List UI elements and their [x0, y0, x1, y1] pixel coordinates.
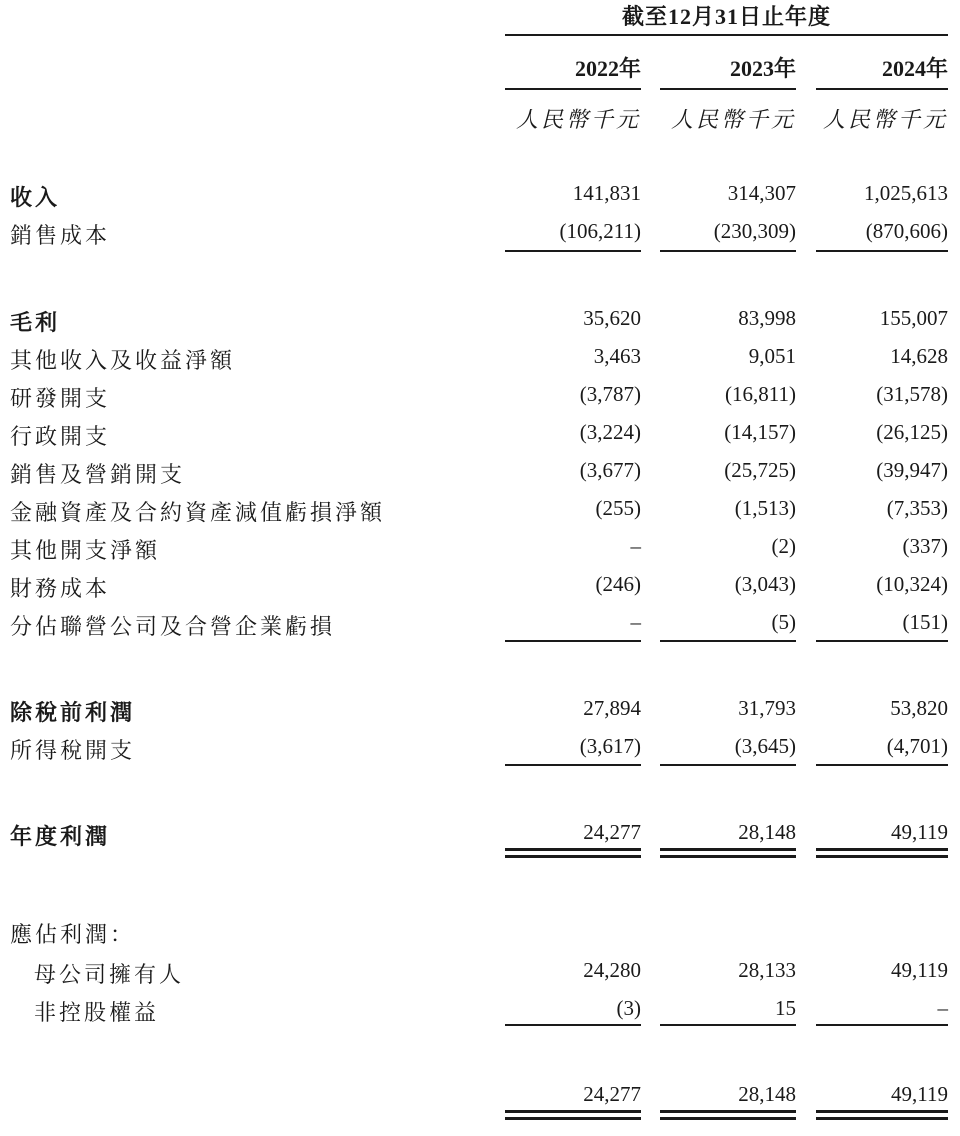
row-label: 其他收入及收益淨額	[10, 348, 236, 373]
value-2022: (3,787)	[579, 382, 641, 406]
unit-label: 人民幣千元	[670, 107, 796, 132]
value-2024: (7,353)	[886, 496, 948, 520]
table-row-other-income	[0, 344, 960, 382]
total-double-line	[816, 848, 948, 858]
value-2024: 49,119	[891, 1082, 948, 1106]
value-2024: 14,628	[890, 344, 948, 368]
row-label: 收入	[10, 185, 61, 210]
value-2024: (39,947)	[876, 458, 948, 482]
value-2024: –	[937, 996, 948, 1020]
value-2023: (230,309)	[713, 219, 796, 243]
value-2024: 155,007	[879, 306, 948, 330]
period-heading: 截至12月31日止年度	[621, 4, 831, 29]
subtotal-line	[660, 250, 796, 252]
total-double-line	[816, 1110, 948, 1120]
value-2024: (151)	[902, 610, 948, 634]
value-2023: 314,307	[727, 181, 796, 205]
value-2022: (255)	[595, 496, 641, 520]
unit-label: 人民幣千元	[822, 107, 948, 132]
subtotal-line	[660, 764, 796, 766]
table-row-impairment-losses	[0, 496, 960, 534]
total-double-line	[660, 1110, 796, 1120]
subtotal-line	[505, 640, 641, 642]
table-row-gross-profit	[0, 306, 960, 344]
row-label: 財務成本	[10, 576, 111, 601]
table-row-selling-expenses	[0, 458, 960, 496]
value-2023: (2)	[771, 534, 796, 558]
value-2022: 27,894	[583, 696, 641, 720]
year-underline	[505, 88, 641, 90]
value-2023: 31,793	[738, 696, 796, 720]
unit-label: 人民幣千元	[515, 107, 641, 132]
value-2024: 53,820	[890, 696, 948, 720]
subtotal-line	[505, 250, 641, 252]
year-underline	[660, 88, 796, 90]
value-2024: (337)	[902, 534, 948, 558]
value-2022: 24,277	[583, 1082, 641, 1106]
value-2024: (870,606)	[865, 219, 948, 243]
subtotal-line	[816, 640, 948, 642]
value-2022: –	[630, 610, 641, 634]
row-label: 毛利	[10, 310, 61, 335]
value-2023: (14,157)	[724, 420, 796, 444]
value-2022: 35,620	[583, 306, 641, 330]
row-label: 非控股權益	[34, 1000, 160, 1025]
value-2022: 24,280	[583, 958, 641, 982]
row-label: 研發開支	[10, 386, 111, 411]
value-2022: (106,211)	[559, 219, 641, 243]
value-2023: (16,811)	[725, 382, 796, 406]
value-2023: 28,148	[738, 820, 796, 844]
total-double-line	[505, 848, 641, 858]
table-row-attributable-heading	[0, 918, 960, 956]
table-row-finance-costs	[0, 572, 960, 610]
year-2023-header: 2023年	[729, 56, 796, 81]
table-row-revenue	[0, 181, 960, 219]
value-2023: (1,513)	[734, 496, 796, 520]
table-row-income-tax	[0, 734, 960, 772]
table-row-non-controlling	[0, 996, 960, 1034]
row-label: 所得稅開支	[10, 738, 136, 763]
value-2023: 28,133	[738, 958, 796, 982]
value-2022: –	[630, 534, 641, 558]
value-2022: 24,277	[583, 820, 641, 844]
row-label: 銷售及營銷開支	[10, 462, 186, 487]
subtotal-line	[660, 640, 796, 642]
value-2022: 3,463	[593, 344, 641, 368]
value-2024: 49,119	[891, 958, 948, 982]
value-2024: 1,025,613	[864, 181, 948, 205]
value-2022: (3,677)	[579, 458, 641, 482]
row-label: 其他開支淨額	[10, 538, 161, 563]
value-2023: 9,051	[748, 344, 796, 368]
value-2023: (3,645)	[734, 734, 796, 758]
table-row-other-expenses	[0, 534, 960, 572]
value-2023: (3,043)	[734, 572, 796, 596]
total-double-line	[505, 1110, 641, 1120]
row-label: 分佔聯營公司及合營企業虧損	[10, 614, 336, 639]
period-underline	[505, 34, 948, 36]
value-2024: (26,125)	[876, 420, 948, 444]
row-label: 行政開支	[10, 424, 111, 449]
value-2022: (3,224)	[579, 420, 641, 444]
table-row-owners-of-parent	[0, 958, 960, 996]
row-label: 金融資產及合約資產減值虧損淨額	[10, 500, 386, 525]
row-label: 銷售成本	[10, 223, 111, 248]
value-2024: (10,324)	[876, 572, 948, 596]
year-2024-header: 2024年	[881, 56, 948, 81]
value-2022: 141,831	[572, 181, 641, 205]
year-2022-header: 2022年	[574, 56, 641, 81]
row-label: 母公司擁有人	[34, 962, 185, 987]
total-double-line	[660, 848, 796, 858]
year-underline	[816, 88, 948, 90]
value-2024: 49,119	[891, 820, 948, 844]
table-row-rnd-expenses	[0, 382, 960, 420]
value-2022: (3)	[616, 996, 641, 1020]
value-2024: (4,701)	[886, 734, 948, 758]
table-row-admin-expenses	[0, 420, 960, 458]
row-label: 應佔利潤：	[10, 922, 136, 947]
subtotal-line	[816, 1024, 948, 1026]
value-2023: (25,725)	[724, 458, 796, 482]
subtotal-line	[660, 1024, 796, 1026]
subtotal-line	[816, 250, 948, 252]
value-2024: (31,578)	[876, 382, 948, 406]
subtotal-line	[505, 1024, 641, 1026]
subtotal-line	[816, 764, 948, 766]
table-row-profit-before-tax	[0, 696, 960, 734]
row-label: 除稅前利潤	[10, 700, 136, 725]
value-2022: (246)	[595, 572, 641, 596]
value-2022: (3,617)	[579, 734, 641, 758]
value-2023: 28,148	[738, 1082, 796, 1106]
value-2023: 15	[775, 996, 796, 1020]
row-label: 年度利潤	[10, 824, 111, 849]
subtotal-line	[505, 764, 641, 766]
value-2023: 83,998	[738, 306, 796, 330]
table-row-share-of-losses	[0, 610, 960, 648]
value-2023: (5)	[771, 610, 796, 634]
